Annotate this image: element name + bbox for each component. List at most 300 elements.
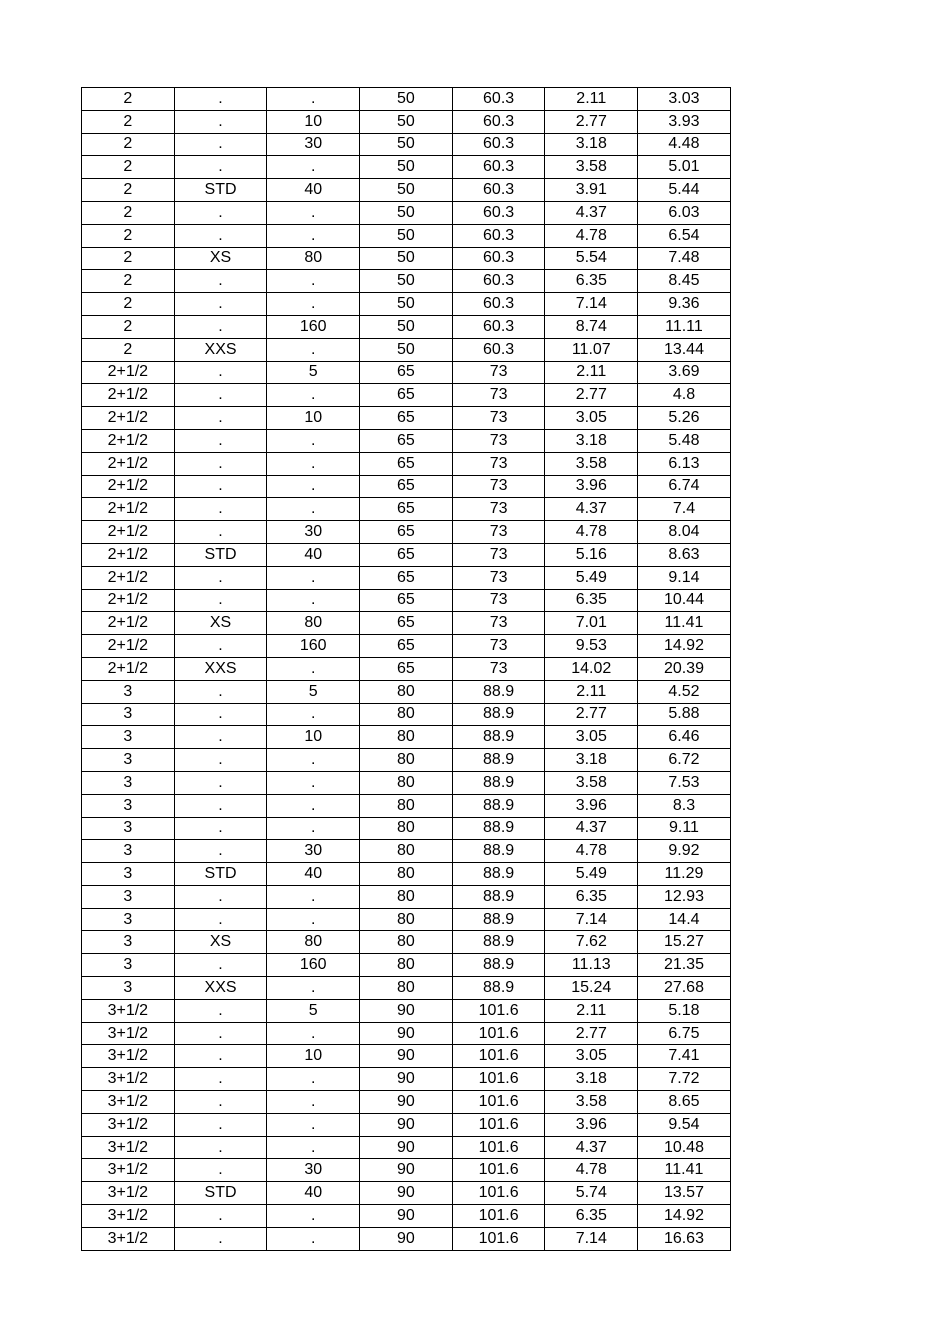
- table-cell: 4.78: [545, 1159, 638, 1182]
- table-row: [82, 1022, 731, 1045]
- table-cell: 2: [82, 293, 175, 316]
- table-cell: 2+1/2: [82, 635, 175, 658]
- table-cell: 2: [82, 247, 175, 270]
- table-cell: XS: [174, 612, 267, 635]
- table-cell: 73: [452, 429, 545, 452]
- table-cell: 14.02: [545, 657, 638, 680]
- table-cell: 11.41: [638, 1159, 731, 1182]
- table-cell: 3.96: [545, 1113, 638, 1136]
- table-cell: 2+1/2: [82, 452, 175, 475]
- table-cell: XXS: [174, 338, 267, 361]
- table-cell: 3.58: [545, 156, 638, 179]
- table-cell: 80: [360, 908, 453, 931]
- table-row: [82, 543, 731, 566]
- table-cell: STD: [174, 863, 267, 886]
- table-cell: 3: [82, 885, 175, 908]
- table-cell: 2: [82, 88, 175, 111]
- table-cell: 3.05: [545, 1045, 638, 1068]
- table-cell: 12.93: [638, 885, 731, 908]
- table-cell: .: [174, 635, 267, 658]
- table-cell: 60.3: [452, 156, 545, 179]
- table-cell: 101.6: [452, 1159, 545, 1182]
- table-cell: 101.6: [452, 1045, 545, 1068]
- table-cell: 60.3: [452, 201, 545, 224]
- table-row: [82, 840, 731, 863]
- table-cell: STD: [174, 179, 267, 202]
- table-cell: 5.01: [638, 156, 731, 179]
- table-row: [82, 999, 731, 1022]
- table-cell: 65: [360, 407, 453, 430]
- table-cell: 3+1/2: [82, 1068, 175, 1091]
- table-cell: 9.14: [638, 566, 731, 589]
- table-cell: .: [174, 1159, 267, 1182]
- table-cell: .: [174, 429, 267, 452]
- table-cell: 160: [267, 954, 360, 977]
- table-cell: 50: [360, 293, 453, 316]
- table-cell: 50: [360, 315, 453, 338]
- table-cell: .: [174, 293, 267, 316]
- table-cell: 5: [267, 999, 360, 1022]
- table-cell: 3.05: [545, 407, 638, 430]
- table-cell: 101.6: [452, 1113, 545, 1136]
- table-cell: 3.18: [545, 133, 638, 156]
- table-row: [82, 977, 731, 1000]
- table-row: [82, 566, 731, 589]
- table-cell: .: [174, 361, 267, 384]
- table-cell: 3.96: [545, 475, 638, 498]
- table-cell: 73: [452, 543, 545, 566]
- table-cell: 3+1/2: [82, 1091, 175, 1114]
- table-cell: .: [267, 908, 360, 931]
- table-cell: 40: [267, 543, 360, 566]
- table-cell: 88.9: [452, 977, 545, 1000]
- table-cell: 4.37: [545, 1136, 638, 1159]
- table-cell: 14.92: [638, 1205, 731, 1228]
- table-row: [82, 657, 731, 680]
- table-cell: 8.63: [638, 543, 731, 566]
- table-cell: 80: [360, 840, 453, 863]
- table-cell: .: [174, 840, 267, 863]
- table-cell: .: [267, 566, 360, 589]
- table-row: [82, 612, 731, 635]
- table-cell: 160: [267, 635, 360, 658]
- table-row: [82, 338, 731, 361]
- table-row: [82, 110, 731, 133]
- table-cell: 101.6: [452, 1227, 545, 1250]
- table-cell: 2: [82, 179, 175, 202]
- table-cell: 10.44: [638, 589, 731, 612]
- table-cell: .: [174, 1136, 267, 1159]
- table-cell: 6.46: [638, 726, 731, 749]
- table-cell: 2+1/2: [82, 589, 175, 612]
- table-cell: 7.14: [545, 1227, 638, 1250]
- table-cell: 5.16: [545, 543, 638, 566]
- table-cell: 7.48: [638, 247, 731, 270]
- table-row: [82, 1182, 731, 1205]
- table-cell: .: [267, 1022, 360, 1045]
- table-cell: .: [267, 1091, 360, 1114]
- table-cell: 80: [360, 726, 453, 749]
- table-cell: 3: [82, 908, 175, 931]
- table-cell: .: [174, 407, 267, 430]
- table-cell: 90: [360, 1113, 453, 1136]
- table-cell: .: [174, 224, 267, 247]
- table-cell: 6.72: [638, 749, 731, 772]
- table-cell: 2.11: [545, 999, 638, 1022]
- table-cell: 90: [360, 1227, 453, 1250]
- table-cell: 60.3: [452, 133, 545, 156]
- table-row: [82, 361, 731, 384]
- table-cell: 4.78: [545, 521, 638, 544]
- table-cell: .: [267, 88, 360, 111]
- table-cell: 73: [452, 521, 545, 544]
- table-row: [82, 1159, 731, 1182]
- table-row: [82, 407, 731, 430]
- table-cell: 30: [267, 1159, 360, 1182]
- table-cell: 3.96: [545, 794, 638, 817]
- table-cell: 65: [360, 543, 453, 566]
- table-cell: .: [174, 156, 267, 179]
- table-cell: 3: [82, 817, 175, 840]
- table-cell: 73: [452, 407, 545, 430]
- table-cell: .: [174, 475, 267, 498]
- table-cell: 101.6: [452, 1182, 545, 1205]
- table-cell: 11.07: [545, 338, 638, 361]
- table-cell: 9.54: [638, 1113, 731, 1136]
- table-cell: .: [267, 977, 360, 1000]
- table-cell: 65: [360, 429, 453, 452]
- table-cell: .: [174, 1068, 267, 1091]
- table-row: [82, 1227, 731, 1250]
- table-cell: .: [174, 384, 267, 407]
- table-cell: 6.35: [545, 1205, 638, 1228]
- table-cell: XXS: [174, 977, 267, 1000]
- table-row: [82, 1136, 731, 1159]
- table-cell: 13.44: [638, 338, 731, 361]
- table-cell: 88.9: [452, 885, 545, 908]
- table-cell: 40: [267, 179, 360, 202]
- table-cell: 4.37: [545, 817, 638, 840]
- table-cell: 2.11: [545, 361, 638, 384]
- table-cell: 50: [360, 201, 453, 224]
- table-cell: .: [267, 1136, 360, 1159]
- table-cell: 88.9: [452, 680, 545, 703]
- table-cell: 65: [360, 361, 453, 384]
- table-cell: 60.3: [452, 110, 545, 133]
- table-cell: 2+1/2: [82, 612, 175, 635]
- table-cell: 8.45: [638, 270, 731, 293]
- table-cell: 65: [360, 521, 453, 544]
- table-cell: 101.6: [452, 1068, 545, 1091]
- table-cell: 73: [452, 498, 545, 521]
- table-cell: 3.05: [545, 726, 638, 749]
- table-cell: .: [267, 384, 360, 407]
- table-cell: 90: [360, 1136, 453, 1159]
- table-cell: 15.24: [545, 977, 638, 1000]
- table-cell: 5.49: [545, 863, 638, 886]
- table-cell: XS: [174, 931, 267, 954]
- table-cell: .: [267, 201, 360, 224]
- table-cell: 2.11: [545, 680, 638, 703]
- table-cell: 2+1/2: [82, 407, 175, 430]
- table-cell: 2+1/2: [82, 498, 175, 521]
- table-cell: 10: [267, 1045, 360, 1068]
- table-cell: 65: [360, 452, 453, 475]
- table-cell: 4.78: [545, 224, 638, 247]
- table-cell: 2.77: [545, 110, 638, 133]
- table-cell: .: [174, 201, 267, 224]
- table-cell: .: [174, 1205, 267, 1228]
- table-cell: 4.37: [545, 201, 638, 224]
- table-cell: 80: [360, 817, 453, 840]
- table-cell: 8.74: [545, 315, 638, 338]
- table-row: [82, 179, 731, 202]
- table-cell: .: [267, 657, 360, 680]
- table-cell: 80: [360, 931, 453, 954]
- table-cell: 5.48: [638, 429, 731, 452]
- table-cell: .: [174, 589, 267, 612]
- table-cell: 10.48: [638, 1136, 731, 1159]
- table-cell: 2: [82, 315, 175, 338]
- table-cell: 60.3: [452, 338, 545, 361]
- table-cell: .: [174, 1113, 267, 1136]
- table-cell: .: [267, 1205, 360, 1228]
- table-cell: 90: [360, 1045, 453, 1068]
- table-row: [82, 817, 731, 840]
- table-row: [82, 794, 731, 817]
- table-cell: 88.9: [452, 863, 545, 886]
- table-cell: .: [267, 749, 360, 772]
- table-cell: 8.3: [638, 794, 731, 817]
- table-cell: 90: [360, 1182, 453, 1205]
- table-cell: 3.18: [545, 429, 638, 452]
- table-cell: 5.26: [638, 407, 731, 430]
- table-row: [82, 908, 731, 931]
- table-row: [82, 726, 731, 749]
- table-row: [82, 1091, 731, 1114]
- table-row: [82, 703, 731, 726]
- table-cell: 3+1/2: [82, 1182, 175, 1205]
- table-cell: .: [174, 521, 267, 544]
- table-cell: STD: [174, 543, 267, 566]
- table-cell: .: [174, 680, 267, 703]
- table-cell: 101.6: [452, 1022, 545, 1045]
- table-cell: 80: [360, 771, 453, 794]
- table-cell: .: [174, 1022, 267, 1045]
- table-cell: 5.18: [638, 999, 731, 1022]
- table-cell: .: [174, 498, 267, 521]
- table-cell: 160: [267, 315, 360, 338]
- table-cell: 2.11: [545, 88, 638, 111]
- table-cell: 6.75: [638, 1022, 731, 1045]
- table-cell: 73: [452, 452, 545, 475]
- table-cell: 5.49: [545, 566, 638, 589]
- table-cell: 3: [82, 863, 175, 886]
- table-cell: 30: [267, 521, 360, 544]
- table-cell: 3.58: [545, 1091, 638, 1114]
- table-cell: 3+1/2: [82, 1227, 175, 1250]
- table-cell: 80: [360, 794, 453, 817]
- table-cell: 80: [360, 863, 453, 886]
- table-cell: 3: [82, 680, 175, 703]
- table-cell: 65: [360, 612, 453, 635]
- table-cell: XS: [174, 247, 267, 270]
- table-cell: .: [174, 1045, 267, 1068]
- table-cell: .: [174, 726, 267, 749]
- table-row: [82, 863, 731, 886]
- table-cell: 2.77: [545, 1022, 638, 1045]
- table-cell: .: [267, 703, 360, 726]
- table-cell: 2: [82, 270, 175, 293]
- table-cell: 7.14: [545, 293, 638, 316]
- table-cell: .: [174, 749, 267, 772]
- table-cell: 6.54: [638, 224, 731, 247]
- table-cell: 50: [360, 110, 453, 133]
- table-cell: .: [174, 1091, 267, 1114]
- table-cell: 2: [82, 156, 175, 179]
- table-cell: 2: [82, 338, 175, 361]
- table-cell: .: [174, 908, 267, 931]
- table-row: [82, 270, 731, 293]
- table-cell: 65: [360, 498, 453, 521]
- table-cell: 60.3: [452, 179, 545, 202]
- table-cell: XXS: [174, 657, 267, 680]
- table-cell: 3: [82, 726, 175, 749]
- table-cell: .: [174, 794, 267, 817]
- table-cell: 3: [82, 840, 175, 863]
- table-row: [82, 931, 731, 954]
- table-row: [82, 429, 731, 452]
- table-cell: 60.3: [452, 270, 545, 293]
- table-cell: 60.3: [452, 224, 545, 247]
- table-cell: 7.41: [638, 1045, 731, 1068]
- table-row: [82, 635, 731, 658]
- table-cell: 3+1/2: [82, 1045, 175, 1068]
- table-cell: 88.9: [452, 726, 545, 749]
- table-cell: 6.35: [545, 589, 638, 612]
- table-cell: 3.18: [545, 1068, 638, 1091]
- table-cell: 65: [360, 384, 453, 407]
- table-cell: 3+1/2: [82, 1113, 175, 1136]
- table-cell: .: [174, 133, 267, 156]
- table-cell: 3+1/2: [82, 999, 175, 1022]
- table-row: [82, 885, 731, 908]
- table-cell: 2: [82, 110, 175, 133]
- table-cell: 8.65: [638, 1091, 731, 1114]
- table-cell: 88.9: [452, 931, 545, 954]
- table-cell: .: [174, 817, 267, 840]
- table-cell: .: [174, 771, 267, 794]
- table-cell: 2: [82, 133, 175, 156]
- table-cell: 4.78: [545, 840, 638, 863]
- table-cell: 4.48: [638, 133, 731, 156]
- table-cell: 9.11: [638, 817, 731, 840]
- table-cell: 101.6: [452, 999, 545, 1022]
- table-cell: .: [267, 156, 360, 179]
- table-cell: 2+1/2: [82, 384, 175, 407]
- table-cell: 90: [360, 1159, 453, 1182]
- table-cell: 101.6: [452, 1136, 545, 1159]
- table-cell: 2+1/2: [82, 475, 175, 498]
- table-cell: 2+1/2: [82, 566, 175, 589]
- table-cell: 88.9: [452, 794, 545, 817]
- table-cell: .: [267, 338, 360, 361]
- table-cell: .: [174, 1227, 267, 1250]
- table-cell: 50: [360, 179, 453, 202]
- table-row: [82, 1205, 731, 1228]
- table-cell: 90: [360, 1022, 453, 1045]
- table-cell: 90: [360, 1205, 453, 1228]
- table-cell: 80: [360, 680, 453, 703]
- table-cell: 3.18: [545, 749, 638, 772]
- table-row: [82, 749, 731, 772]
- table-cell: 8.04: [638, 521, 731, 544]
- table-cell: 73: [452, 566, 545, 589]
- table-cell: 10: [267, 407, 360, 430]
- table-cell: 88.9: [452, 954, 545, 977]
- table-cell: 3+1/2: [82, 1022, 175, 1045]
- table-row: [82, 498, 731, 521]
- table-cell: 73: [452, 635, 545, 658]
- table-cell: 50: [360, 247, 453, 270]
- table-cell: 3: [82, 703, 175, 726]
- table-cell: 9.53: [545, 635, 638, 658]
- table-cell: 65: [360, 475, 453, 498]
- table-cell: 2+1/2: [82, 543, 175, 566]
- table-cell: 6.35: [545, 270, 638, 293]
- table-cell: 3: [82, 931, 175, 954]
- table-cell: 80: [267, 247, 360, 270]
- table-cell: .: [174, 315, 267, 338]
- table-cell: 15.27: [638, 931, 731, 954]
- table-cell: .: [174, 999, 267, 1022]
- table-cell: .: [267, 1113, 360, 1136]
- table-cell: 80: [360, 977, 453, 1000]
- table-cell: 20.39: [638, 657, 731, 680]
- table-row: [82, 1045, 731, 1068]
- table-cell: 5: [267, 680, 360, 703]
- table-row: [82, 315, 731, 338]
- table-cell: 80: [360, 954, 453, 977]
- table-cell: 3: [82, 771, 175, 794]
- table-cell: .: [174, 885, 267, 908]
- table-cell: 73: [452, 384, 545, 407]
- table-cell: 88.9: [452, 840, 545, 863]
- table-cell: 80: [267, 612, 360, 635]
- table-cell: 101.6: [452, 1205, 545, 1228]
- table-cell: 3: [82, 977, 175, 1000]
- table-cell: 7.01: [545, 612, 638, 635]
- table-cell: 88.9: [452, 749, 545, 772]
- table-cell: 9.92: [638, 840, 731, 863]
- table-cell: 65: [360, 589, 453, 612]
- table-cell: 4.37: [545, 498, 638, 521]
- table-cell: 60.3: [452, 247, 545, 270]
- table-cell: 50: [360, 338, 453, 361]
- table-cell: 50: [360, 270, 453, 293]
- table-cell: 5: [267, 361, 360, 384]
- table-cell: 5.44: [638, 179, 731, 202]
- table-cell: 50: [360, 224, 453, 247]
- table-row: [82, 771, 731, 794]
- table-cell: .: [174, 566, 267, 589]
- table-cell: .: [267, 771, 360, 794]
- table-cell: 3+1/2: [82, 1159, 175, 1182]
- table-cell: 6.35: [545, 885, 638, 908]
- table-cell: .: [267, 885, 360, 908]
- table-cell: .: [267, 224, 360, 247]
- table-cell: 11.41: [638, 612, 731, 635]
